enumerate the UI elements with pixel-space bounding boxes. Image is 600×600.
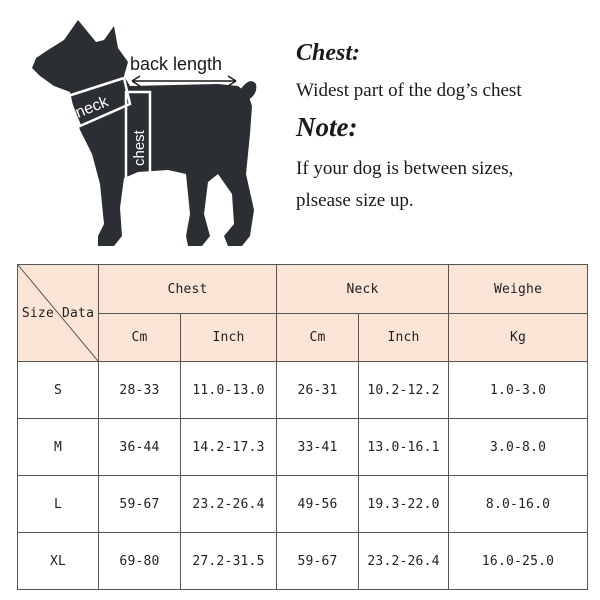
unit-header: Kg bbox=[449, 314, 588, 362]
neck-cm-cell: 33-41 bbox=[277, 419, 359, 476]
table-row bbox=[18, 362, 588, 419]
group-header-weight: Weighe bbox=[449, 265, 588, 314]
size-cell: M bbox=[18, 419, 99, 476]
chest-description: Widest part of the dog’s chest bbox=[296, 80, 522, 101]
table-row bbox=[18, 533, 588, 590]
header-row-units bbox=[18, 314, 588, 362]
size-cell: L bbox=[18, 476, 99, 533]
size-cell: XL bbox=[18, 533, 99, 590]
neck-inch-cell: 19.3-22.0 bbox=[359, 476, 449, 533]
header-row-groups bbox=[18, 265, 588, 314]
chest-inch-cell: 14.2-17.3 bbox=[181, 419, 277, 476]
unit-header: Inch bbox=[181, 314, 277, 362]
chest-cm-cell: 28-33 bbox=[99, 362, 181, 419]
note-line-2: plsease size up. bbox=[296, 190, 414, 211]
unit-header: Cm bbox=[99, 314, 181, 362]
unit-header: Inch bbox=[359, 314, 449, 362]
chest-label: chest bbox=[131, 130, 148, 166]
neck-inch-cell: 10.2-12.2 bbox=[359, 362, 449, 419]
weight-kg-cell: 1.0-3.0 bbox=[449, 362, 588, 419]
chest-inch-cell: 11.0-13.0 bbox=[181, 362, 277, 419]
chest-cm-cell: 59-67 bbox=[99, 476, 181, 533]
size-cell: S bbox=[18, 362, 99, 419]
neck-label: neck bbox=[73, 93, 111, 122]
neck-cm-cell: 26-31 bbox=[277, 362, 359, 419]
neck-cm-cell: 59-67 bbox=[277, 533, 359, 590]
table-row bbox=[18, 419, 588, 476]
weight-kg-cell: 8.0-16.0 bbox=[449, 476, 588, 533]
neck-inch-cell: 23.2-26.4 bbox=[359, 533, 449, 590]
chest-cm-cell: 69-80 bbox=[99, 533, 181, 590]
unit-header: Cm bbox=[277, 314, 359, 362]
table-row bbox=[18, 476, 588, 533]
group-header-neck: Neck bbox=[277, 265, 449, 314]
weight-kg-cell: 3.0-8.0 bbox=[449, 419, 588, 476]
chest-cm-cell: 36-44 bbox=[99, 419, 181, 476]
size-chart-table bbox=[17, 264, 588, 590]
chest-inch-cell: 27.2-31.5 bbox=[181, 533, 277, 590]
back-length-label: back length bbox=[130, 54, 223, 74]
chest-inch-cell: 23.2-26.4 bbox=[181, 476, 277, 533]
note-line-1: If your dog is between sizes, bbox=[296, 158, 514, 179]
group-header-chest: Chest bbox=[99, 265, 277, 314]
corner-label: Size Data bbox=[21, 305, 95, 321]
note-heading: Note: bbox=[296, 112, 358, 142]
dog-measurement-diagram bbox=[18, 14, 280, 262]
chest-heading: Chest: bbox=[296, 40, 361, 66]
neck-cm-cell: 49-56 bbox=[277, 476, 359, 533]
weight-kg-cell: 16.0-25.0 bbox=[449, 533, 588, 590]
corner-cell bbox=[18, 265, 99, 362]
neck-inch-cell: 13.0-16.1 bbox=[359, 419, 449, 476]
